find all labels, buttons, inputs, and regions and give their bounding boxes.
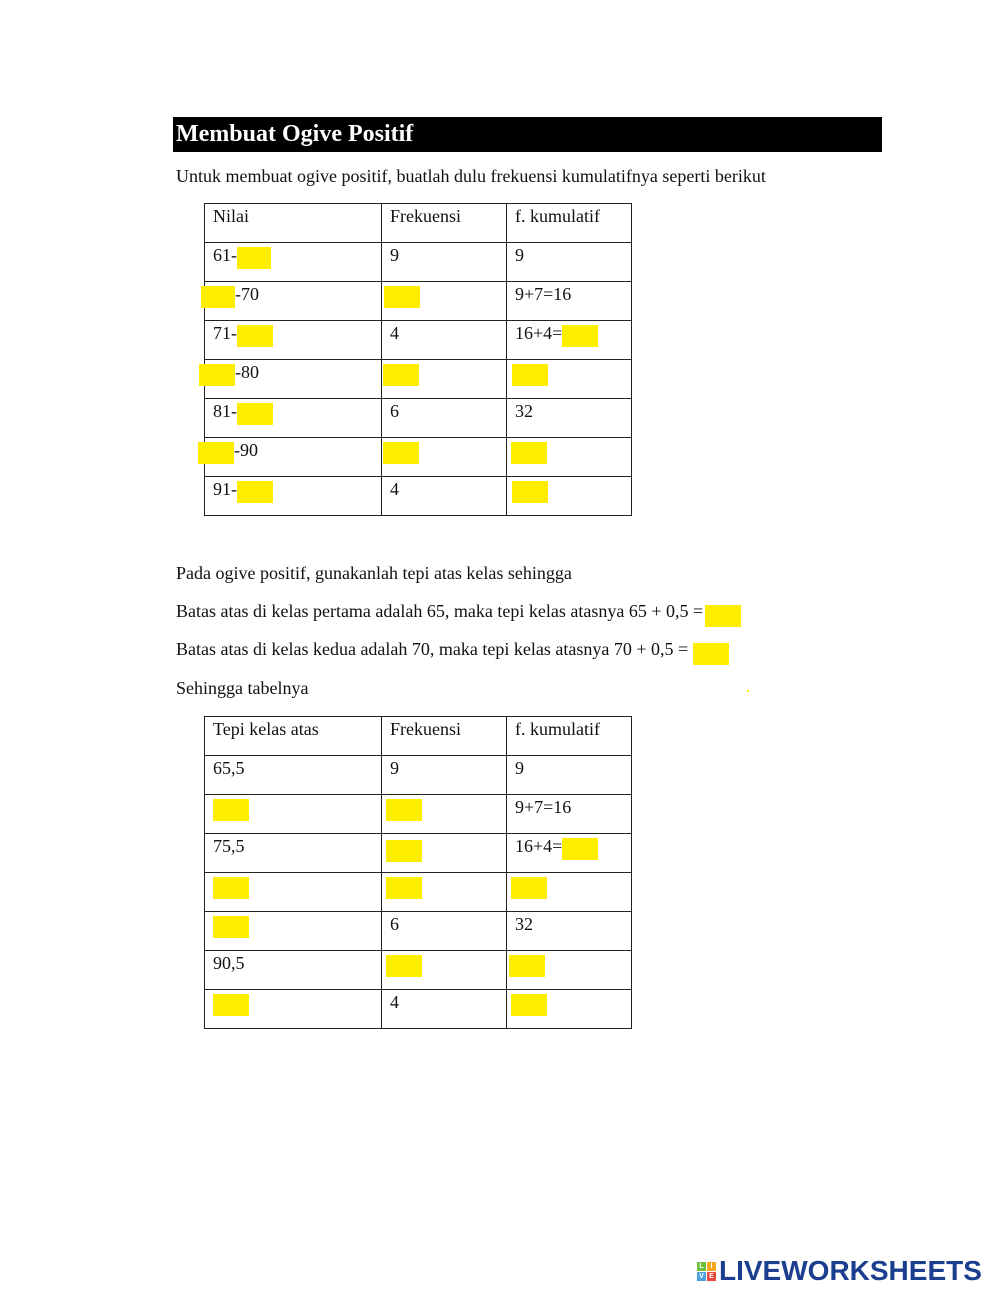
table-row: [205, 360, 632, 399]
frek-cell: 6: [382, 399, 507, 438]
answer-input[interactable]: [386, 880, 422, 902]
table-row: [205, 243, 632, 282]
answer-blank[interactable]: [237, 247, 271, 269]
frek-cell: 4: [382, 990, 507, 1029]
table-row: [205, 282, 632, 321]
answer-input[interactable]: [198, 445, 234, 467]
answer-blank[interactable]: [705, 605, 741, 627]
answer-input[interactable]: [386, 843, 422, 865]
ogive-explanation: Pada ogive positif, gunakanlah tepi atas kelas sehingga: [176, 563, 572, 583]
answer-input[interactable]: [511, 445, 547, 467]
frek-cell: 9: [382, 243, 507, 282]
answer-blank[interactable]: [511, 442, 547, 464]
tepi-cell: 65,5: [205, 756, 382, 795]
logo-text: LIVEWORKSHEETS: [719, 1255, 982, 1286]
intro-text: Untuk membuat ogive positif, buatlah dulu frekuensi kumulatifnya seperti berikut: [176, 166, 766, 186]
header-nilai: Nilai: [205, 204, 382, 243]
answer-blank[interactable]: [512, 364, 548, 386]
logo-blocks-icon: L I V E: [697, 1262, 716, 1281]
table-row: [205, 477, 632, 516]
answer-blank[interactable]: [386, 799, 422, 821]
answer-blank[interactable]: [213, 916, 249, 938]
answer-blank[interactable]: [384, 286, 420, 308]
nilai-text: -90: [234, 440, 258, 460]
nilai-cell: [205, 243, 382, 282]
table-row: [205, 399, 632, 438]
header-frekuensi: Frekuensi: [382, 204, 507, 243]
answer-blank[interactable]: [386, 840, 422, 862]
frek-cell: 4: [382, 477, 507, 516]
nilai-text: -80: [235, 362, 259, 382]
answer-input[interactable]: [386, 802, 422, 824]
answer-input[interactable]: [386, 958, 422, 980]
table-row: [205, 912, 632, 951]
answer-input[interactable]: [511, 880, 547, 902]
answer-input[interactable]: [512, 367, 548, 389]
answer-blank[interactable]: [198, 442, 234, 464]
frek-cell: 9: [382, 756, 507, 795]
header-kumulatif: f. kumulatif: [507, 204, 632, 243]
answer-blank[interactable]: [213, 994, 249, 1016]
liveworksheets-logo: [697, 1255, 982, 1287]
tepi-cell: [205, 990, 382, 1029]
answer-input[interactable]: [383, 445, 419, 467]
kum-cell: 32: [507, 912, 632, 951]
kum-cell: [507, 873, 632, 912]
kum-cell: [507, 990, 632, 1029]
batas-atas-kedua: [176, 639, 729, 665]
batas-atas-pertama: [176, 601, 741, 627]
answer-blank[interactable]: [509, 955, 545, 977]
kum-cell: 9+7=16: [507, 795, 632, 834]
answer-input[interactable]: [213, 802, 249, 824]
frequency-table-1: [204, 203, 632, 516]
answer-blank[interactable]: [511, 994, 547, 1016]
answer-input[interactable]: [562, 328, 598, 350]
answer-input[interactable]: [237, 406, 273, 428]
kum-text: 16+4=: [515, 836, 563, 856]
nilai-cell: [205, 477, 382, 516]
kum-cell: 9: [507, 243, 632, 282]
answer-blank[interactable]: [386, 877, 422, 899]
answer-input[interactable]: [383, 367, 419, 389]
frek-cell: [382, 873, 507, 912]
kum-cell: [507, 951, 632, 990]
sehingga-text: Sehingga tabelnya: [176, 678, 309, 698]
batas-atas-kedua-text: Batas atas di kelas kedua adalah 70, maka tepi kelas atasnya 70 + 0,5 =: [176, 639, 689, 659]
answer-input[interactable]: [213, 997, 249, 1019]
answer-blank[interactable]: [383, 364, 419, 386]
answer-input[interactable]: [237, 250, 271, 272]
frek-cell: [382, 360, 507, 399]
nilai-cell: [205, 282, 382, 321]
answer-blank[interactable]: [511, 877, 547, 899]
table-header-row: [205, 717, 632, 756]
answer-input[interactable]: [201, 289, 235, 311]
answer-input[interactable]: [512, 484, 548, 506]
nilai-text: 81-: [213, 401, 237, 421]
answer-input[interactable]: [562, 841, 598, 863]
nilai-text: 91-: [213, 479, 237, 499]
answer-blank[interactable]: [237, 481, 273, 503]
answer-blank[interactable]: [512, 481, 548, 503]
answer-blank[interactable]: [213, 799, 249, 821]
kum-cell: [507, 477, 632, 516]
table-row: [205, 438, 632, 477]
stray-mark: [747, 690, 749, 692]
tepi-cell: 75,5: [205, 834, 382, 873]
kum-cell: 32: [507, 399, 632, 438]
answer-blank[interactable]: [383, 442, 419, 464]
answer-input[interactable]: [237, 484, 273, 506]
answer-blank[interactable]: [562, 325, 598, 347]
table-row: [205, 321, 632, 360]
answer-blank[interactable]: [201, 286, 235, 308]
table-header-row: [205, 204, 632, 243]
answer-input[interactable]: [213, 919, 249, 941]
answer-input[interactable]: [237, 328, 273, 350]
frek-cell: 6: [382, 912, 507, 951]
table-row: [205, 834, 632, 873]
frek-cell: [382, 795, 507, 834]
header-kumulatif: f. kumulatif: [507, 717, 632, 756]
answer-blank[interactable]: [386, 955, 422, 977]
answer-blank[interactable]: [199, 364, 235, 386]
nilai-cell: [205, 360, 382, 399]
frek-cell: 4: [382, 321, 507, 360]
kum-cell: [507, 321, 632, 360]
answer-blank[interactable]: [693, 643, 729, 665]
frek-cell: [382, 438, 507, 477]
tepi-cell: [205, 795, 382, 834]
answer-blank[interactable]: [237, 325, 273, 347]
kum-cell: [507, 438, 632, 477]
kum-cell: 9: [507, 756, 632, 795]
frek-cell: [382, 282, 507, 321]
kum-cell: [507, 360, 632, 399]
kum-cell: [507, 834, 632, 873]
answer-input[interactable]: [511, 997, 547, 1019]
table-row: [205, 873, 632, 912]
kum-text: 16+4=: [515, 323, 563, 343]
header-tepi: Tepi kelas atas: [205, 717, 382, 756]
answer-input[interactable]: [199, 367, 235, 389]
frek-cell: [382, 834, 507, 873]
table-row: [205, 951, 632, 990]
answer-input[interactable]: [213, 880, 249, 902]
answer-blank[interactable]: [237, 403, 273, 425]
tepi-cell: [205, 873, 382, 912]
header-frekuensi: Frekuensi: [382, 717, 507, 756]
nilai-cell: [205, 399, 382, 438]
tepi-cell: [205, 912, 382, 951]
table-row: [205, 795, 632, 834]
answer-input[interactable]: [705, 606, 741, 628]
frek-cell: [382, 951, 507, 990]
batas-atas-pertama-text: Batas atas di kelas pertama adalah 65, maka tepi kelas atasnya 65 + 0,5 =: [176, 601, 704, 621]
tepi-cell: 90,5: [205, 951, 382, 990]
nilai-text: 61-: [213, 245, 237, 265]
nilai-text: 71-: [213, 323, 237, 343]
answer-input[interactable]: [509, 958, 545, 980]
kum-cell: 9+7=16: [507, 282, 632, 321]
frequency-table-2: [204, 716, 632, 1029]
table-row: [205, 756, 632, 795]
page-title: Membuat Ogive Positif: [173, 117, 882, 152]
table-row: [205, 990, 632, 1029]
answer-input[interactable]: [693, 644, 729, 666]
nilai-cell: [205, 438, 382, 477]
answer-input[interactable]: [384, 289, 420, 311]
answer-blank[interactable]: [213, 877, 249, 899]
nilai-text: -70: [235, 284, 259, 304]
answer-blank[interactable]: [562, 838, 598, 860]
nilai-cell: [205, 321, 382, 360]
